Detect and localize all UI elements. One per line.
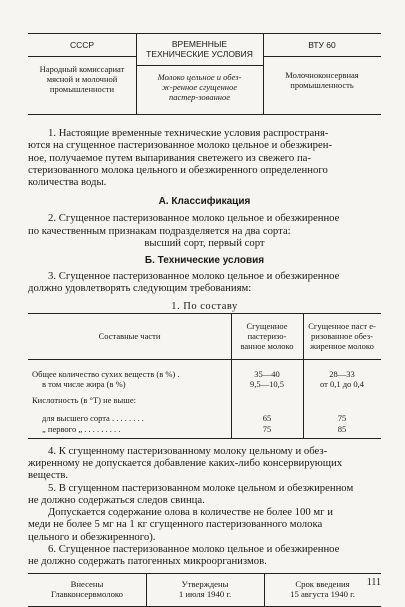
row-dry-matter-label: Общее количество сухих веществ (в %) . [32, 368, 180, 379]
paragraph-5-note: Допускается содержание олова в количестве не более 100 мг и меди не более 5 мг на 1 кг сгущенного пастеризованного молока цельного и обезжиренного). [28, 506, 333, 543]
org-name: Народный комиссариат мясной и молочной промышленности [39, 64, 125, 95]
row-acidity-first-whole: 75 [262, 423, 272, 434]
header-box [28, 33, 381, 115]
section-a-text: 2. Сгущенное пастеризованное молоко цельное и обезжиренное по качественным признакам подразделяется на два сорта: высший сорт, первый сорт [28, 212, 340, 250]
doc-code: ВТУ 60 [308, 40, 336, 50]
footer-submitted: Внесены Главконсервмолоко [50, 578, 124, 600]
row-acidity-first-skim: 85 [337, 423, 347, 434]
row-dry-matter-whole: 35—40 [254, 368, 280, 379]
row-dry-matter-skim: 28—33 [329, 368, 355, 379]
document-page [28, 33, 381, 607]
section-b-title: Б. Технические условия [144, 255, 265, 267]
paragraph-6: 6. Сгущенное пастеризованное молоко цельное и обезжиренное не должно содержать патогенных микроорганизмов. [28, 543, 340, 568]
section-a-title: А. Классификация [158, 196, 251, 208]
row-acidity-first-label: „ первого „ . . . . . . . . . [42, 423, 121, 434]
row-fat-label: в том числе жира (в %) [42, 378, 126, 389]
intro-paragraph: 1. Настоящие временные технические условия распространя- ются на сгущенное пастеризованное молоко цельное и обезжирен- ное, получаемое путем выпаривания светежего из свежего па- стеризованного молока цельного и обезжиренного определенного количества воды. [28, 127, 333, 189]
row-fat-whole: 9,5—10,5 [250, 378, 284, 389]
org-country: СССР [69, 40, 95, 50]
col-header-whole: Сгущенное пастеризо- ванное молоко [240, 320, 294, 351]
footer-approved: Утверждены 1 июля 1940 г. [178, 578, 232, 600]
footer-effective-date: Срок введения 15 августа 1940 г. [290, 578, 355, 600]
row-acidity-top-skim: 75 [337, 412, 347, 423]
paragraph-4: 4. К сгущенному пастеризованному молоку цельному и обез- жиренному не допускается добавление каких-либо консервирующих веществ. [28, 444, 343, 482]
doc-type: ВРЕМЕННЫЕ ТЕХНИЧЕСКИЕ УСЛОВИЯ [146, 39, 253, 60]
approval-footer [28, 573, 381, 607]
col-header-skim: Сгущенное паст е- ризованное обез- жиренное молоко [308, 320, 376, 351]
row-acidity-label: Кислотность (в °Т) не выше: [32, 394, 136, 405]
table-caption: 1. По составу [171, 300, 238, 312]
row-fat-skim: от 0,1 до 0,4 [319, 378, 365, 389]
composition-table [28, 313, 381, 443]
industry: Молочноконсервная промышленность [285, 70, 359, 91]
section-b-text: 3. Сгущенное пастеризованное молоко цельное и обезжиренное должно удовлетворять следующим требованиям: [28, 270, 340, 295]
row-acidity-top-label: для высшего сорта . . . . . . . . [42, 412, 144, 423]
product-title: Молоко цельное и обез- ж-ренное сгущенное пастер-зованное [157, 72, 242, 103]
paragraph-5: 5. В сгущенном пастеризованном молоке цельном и обезжиренном не должно содержаться следов свинца. [28, 481, 354, 506]
col-header-parts: Составные части [98, 330, 161, 341]
row-acidity-top-whole: 65 [262, 412, 272, 423]
page-number: 111 [366, 577, 381, 588]
